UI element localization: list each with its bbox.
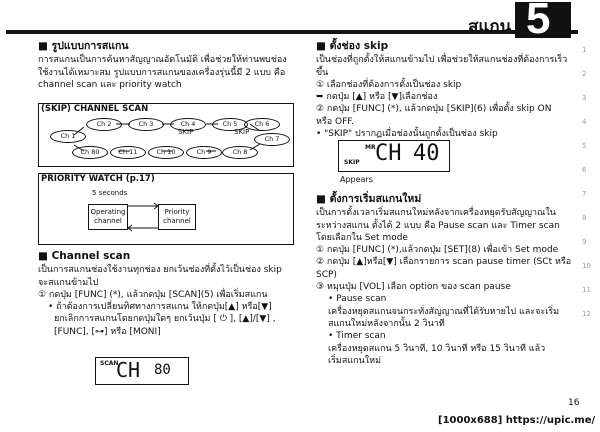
lcd-digits: 40 bbox=[413, 141, 440, 166]
skip-label: SKIP bbox=[178, 128, 194, 136]
step-line: ➥ กดปุ่ม [▲] หรือ [▼]เลือกช่อง bbox=[316, 92, 438, 103]
step-line: ② กดปุ่ม [FUNC] (*), แล้วกดปุ่ม [SKIP](6) เพื่อตั้ง skip ON bbox=[316, 104, 552, 115]
tab-index: 4 bbox=[582, 118, 587, 126]
channel-node: Ch 7 bbox=[254, 133, 290, 146]
bullet-line: ยกเลิกการสแกนโดยกดปุ่มใดๆ ยกเว้นปุ่ม [ ⏻ ], [▲]/[▼] , bbox=[54, 314, 276, 325]
channel-node: Ch 10 bbox=[148, 146, 184, 159]
channel-node: Ch 5 bbox=[212, 118, 248, 131]
step-line: • "SKIP" ปรากฏเมื่อช่องนั้นถูกตั้งเป็นช่อง skip bbox=[316, 129, 498, 140]
left-section-scan-types bbox=[38, 40, 300, 91]
priority-arrows bbox=[80, 196, 210, 238]
paragraph-line: เป็นช่องที่ถูกตั้งให้สแกนข้ามไป เพื่อช่วยให้สแกนช่องที่ต้องการเร็วขึ้น bbox=[316, 55, 568, 78]
tab-index: 1 bbox=[582, 46, 587, 54]
section-heading: ■ รูปแบบการสแกน bbox=[38, 40, 129, 52]
memory-indicator: MR bbox=[365, 144, 376, 151]
appears-caption: Appears bbox=[340, 175, 373, 184]
step-line: หรือ OFF. bbox=[316, 116, 354, 127]
lcd-digits: 80 bbox=[154, 362, 171, 378]
paragraph-line: channel scan และ priority watch bbox=[38, 79, 182, 90]
channel-node: Ch 1 bbox=[50, 130, 86, 143]
tab-index: 3 bbox=[582, 94, 587, 102]
page-number: 16 bbox=[568, 398, 580, 408]
channel-node: Ch 80 bbox=[72, 146, 108, 159]
channel-node: Ch 3 bbox=[128, 118, 164, 131]
bullet-line: [FUNC], [⊶] หรือ [MONI] bbox=[54, 326, 161, 337]
watermark-text: [1000x688] https://upic.me/ bbox=[438, 415, 596, 426]
right-section-resume bbox=[316, 193, 578, 367]
chapter-title: สแกน bbox=[468, 17, 512, 37]
interval-label: 5 seconds bbox=[92, 189, 128, 197]
step-line: ② กดปุ่ม [▲]หรือ[▼] เลือกรายการ scan pause timer (SCt หรือ SCP) bbox=[316, 257, 572, 280]
chapter-number: 5 bbox=[526, 0, 551, 43]
paragraph-line: เป็นการสแกนช่องใช้งานทุกช่อง ยกเว้นช่องที่ตั้งไว้เป็นช่อง skip bbox=[38, 265, 282, 276]
paragraph-line: การสแกนเป็นการค้นหาสัญญาณอัตโนมัติ เพื่อช่วยให้ท่านพบช่อง bbox=[38, 55, 287, 66]
tab-index: 5 bbox=[582, 142, 587, 150]
channel-node: Ch 6 bbox=[244, 118, 280, 131]
step-line: ① กดปุ่ม [FUNC] (*), แล้วกดปุ่ม [SCAN](5) เพื่อเริ่มสแกน bbox=[38, 289, 268, 300]
bullet-line: • ถ้าต้องการเปลี่ยนทิศทางการสแกน ให้กดปุ่ม[▲] หรือ[▼] bbox=[48, 302, 272, 313]
section-heading: ■ Channel scan bbox=[38, 250, 131, 262]
paragraph-line: ใช้งานได้เหมาะสม รูปแบบการสแกนของเครื่องรุ่นนี้มี 2 แบบ คือ bbox=[38, 67, 286, 78]
paragraph-line: โดยเลือกใน Set mode bbox=[316, 232, 408, 243]
channel-node: Ch 11 bbox=[110, 146, 146, 159]
diagram-label: (SKIP) CHANNEL SCAN bbox=[41, 104, 149, 114]
step-line: ① กดปุ่ม [FUNC] (*),แล้วกดปุ่ม [SET](8) เพื่อเข้า Set mode bbox=[316, 245, 559, 256]
skip-label: SKIP bbox=[234, 128, 250, 136]
option-line: เครื่องหยุดสแกนจนกระทั่งสัญญาณที่ได้รับหายไป และจะเริ่ม bbox=[328, 306, 560, 317]
option-line: เริ่มสแกนใหม่ bbox=[328, 355, 381, 366]
tab-index: 12 bbox=[582, 310, 591, 318]
paragraph-line: ระหว่างสแกน ตั้งได้ 2 แบบ คือ Pause scan และ Timer scan bbox=[316, 220, 560, 231]
tab-index: 11 bbox=[582, 286, 591, 294]
priority-channel-box: Priority channel bbox=[158, 204, 196, 230]
step-line: ① เลือกช่องที่ต้องการตั้งเป็นช่อง skip bbox=[316, 79, 462, 90]
diagram-label: PRIORITY WATCH (p.17) bbox=[41, 174, 155, 184]
channel-node: Ch 4 bbox=[170, 118, 206, 131]
tab-index: 10 bbox=[582, 262, 591, 270]
tab-index: 2 bbox=[582, 70, 587, 78]
lcd-display-scan bbox=[95, 357, 189, 385]
tab-index: 7 bbox=[582, 190, 587, 198]
channel-node: Ch 9 bbox=[186, 146, 222, 159]
paragraph-line: จะสแกนข้ามไป bbox=[38, 277, 99, 288]
scan-indicator: SCAN bbox=[100, 360, 119, 367]
channel-node: Ch 8 bbox=[222, 146, 258, 159]
paragraph-line: เป็นการตั้งเวลาเริ่มสแกนใหม่หลังจากเครื่องหยุดรับสัญญาณใน bbox=[316, 208, 556, 219]
option-line: • Pause scan bbox=[328, 294, 387, 305]
option-line: เครื่องหยุดสแกน 5 วินาที, 10 วินาที หรือ 15 วินาที แล้ว bbox=[328, 343, 546, 354]
tab-index: 9 bbox=[582, 238, 587, 246]
tab-index: 6 bbox=[582, 166, 587, 174]
right-section-skip bbox=[316, 40, 578, 140]
step-line: ③ หมุนปุ่ม [VOL] เลือก option ของ scan pause bbox=[316, 282, 511, 293]
option-line: สแกนใหม่หลังจากนั้น 2 วินาที bbox=[328, 318, 445, 329]
left-section-channel-scan bbox=[38, 250, 300, 338]
lcd-display-skip bbox=[338, 140, 450, 172]
operating-channel-box: Operating channel bbox=[88, 204, 128, 230]
section-heading: ■ ตั้งการเริ่มสแกนใหม่ bbox=[316, 193, 422, 205]
option-line: • Timer scan bbox=[328, 331, 386, 342]
lcd-channel-text: CH bbox=[375, 141, 402, 166]
section-heading: ■ ตั้งช่อง skip bbox=[316, 40, 389, 52]
lcd-channel-text: CH bbox=[116, 358, 141, 382]
tab-index: 8 bbox=[582, 214, 587, 222]
channel-node: Ch 2 bbox=[86, 118, 122, 131]
skip-indicator: SKIP bbox=[344, 159, 360, 166]
